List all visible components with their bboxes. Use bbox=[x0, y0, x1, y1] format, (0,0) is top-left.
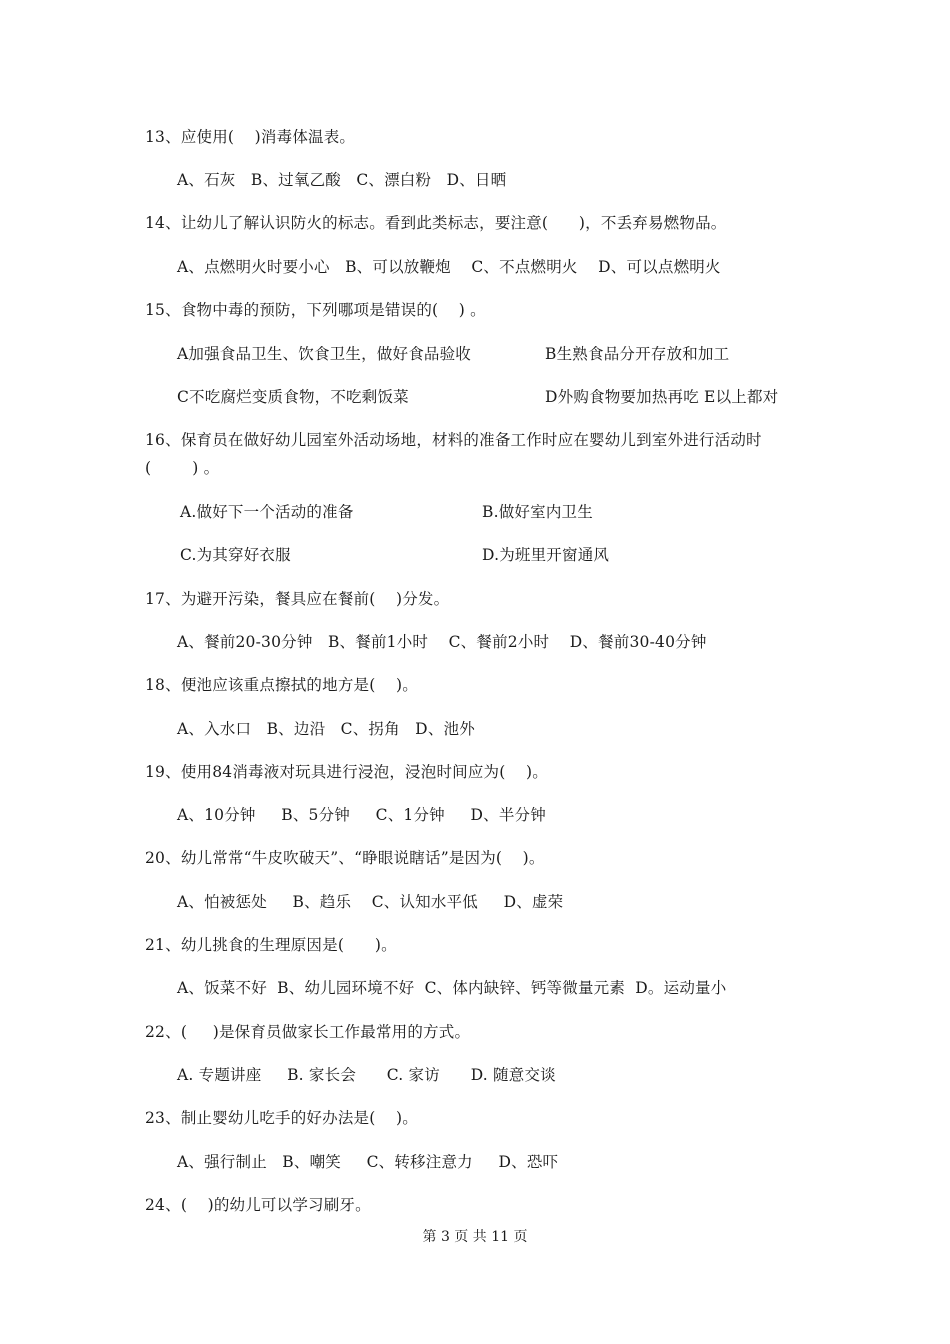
question-22-options: A. 专题讲座 B. 家长会 C. 家访 D. 随意交谈 bbox=[177, 1066, 556, 1084]
question-18-stem: 18、便池应该重点擦拭的地方是( )。 bbox=[145, 676, 418, 694]
question-23-options: A、强行制止 B、嘲笑 C、转移注意力 D、恐吓 bbox=[177, 1153, 559, 1171]
question-16-option-d: D.为班里开窗通风 bbox=[482, 546, 610, 564]
question-16-option-b: B.做好室内卫生 bbox=[482, 503, 593, 521]
question-23-stem: 23、制止婴幼儿吃手的好办法是( )。 bbox=[145, 1109, 418, 1127]
question-14-options: A、点燃明火时要小心 B、可以放鞭炮 C、不点燃明火 D、可以点燃明火 bbox=[177, 258, 721, 276]
question-16-option-a: A.做好下一个活动的准备 bbox=[180, 503, 354, 521]
question-15-option-a: A加强食品卫生、饮食卫生，做好食品验收 bbox=[177, 345, 471, 363]
question-21-options: A、饭菜不好 B、幼儿园环境不好 C、体内缺锌、钙等微量元素 D。运动量小 bbox=[177, 979, 727, 997]
question-17-stem: 17、为避开污染，餐具应在餐前( )分发。 bbox=[145, 590, 450, 608]
question-15-stem: 15、食物中毒的预防，下列哪项是错误的( ) 。 bbox=[145, 301, 486, 319]
question-21-stem: 21、幼儿挑食的生理原因是( )。 bbox=[145, 936, 397, 954]
question-16-stem-line2: ( ) 。 bbox=[145, 459, 220, 477]
question-16-option-c: C.为其穿好衣服 bbox=[180, 546, 291, 564]
question-15-option-d: D外购食物要加热再吃 E以上都对 bbox=[545, 388, 779, 406]
question-18-options: A、入水口 B、边沿 C、拐角 D、池外 bbox=[177, 720, 475, 738]
question-15-option-b: B生熟食品分开存放和加工 bbox=[545, 345, 730, 363]
question-13-stem: 13、应使用( )消毒体温表。 bbox=[145, 128, 356, 146]
question-20-stem: 20、幼儿常常“牛皮吹破天”、“睁眼说瞎话”是因为( )。 bbox=[145, 849, 545, 867]
question-20-options: A、怕被惩处 B、趋乐 C、认知水平低 D、虚荣 bbox=[177, 893, 564, 911]
question-14-stem: 14、让幼儿了解认识防火的标志。看到此类标志，要注意( )，不丢弃易燃物品。 bbox=[145, 214, 727, 232]
page-number-footer: 第 3 页 共 11 页 bbox=[422, 1229, 528, 1245]
question-19-options: A、10分钟 B、5分钟 C、1分钟 D、半分钟 bbox=[177, 806, 546, 824]
question-15-option-c: C不吃腐烂变质食物，不吃剩饭菜 bbox=[177, 388, 409, 406]
question-24-stem: 24、( )的幼儿可以学习刷牙。 bbox=[145, 1196, 371, 1214]
question-17-options: A、餐前20-30分钟 B、餐前1小时 C、餐前2小时 D、餐前30-40分钟 bbox=[177, 633, 707, 651]
question-19-stem: 19、使用84消毒液对玩具进行浸泡，浸泡时间应为( )。 bbox=[145, 763, 548, 781]
question-16-stem-line1: 16、保育员在做好幼儿园室外活动场地，材料的准备工作时应在婴幼儿到室外进行活动时 bbox=[145, 431, 762, 449]
question-13-options: A、石灰 B、过氧乙酸 C、漂白粉 D、日晒 bbox=[177, 171, 507, 189]
question-22-stem: 22、( )是保育员做家长工作最常用的方式。 bbox=[145, 1023, 471, 1041]
